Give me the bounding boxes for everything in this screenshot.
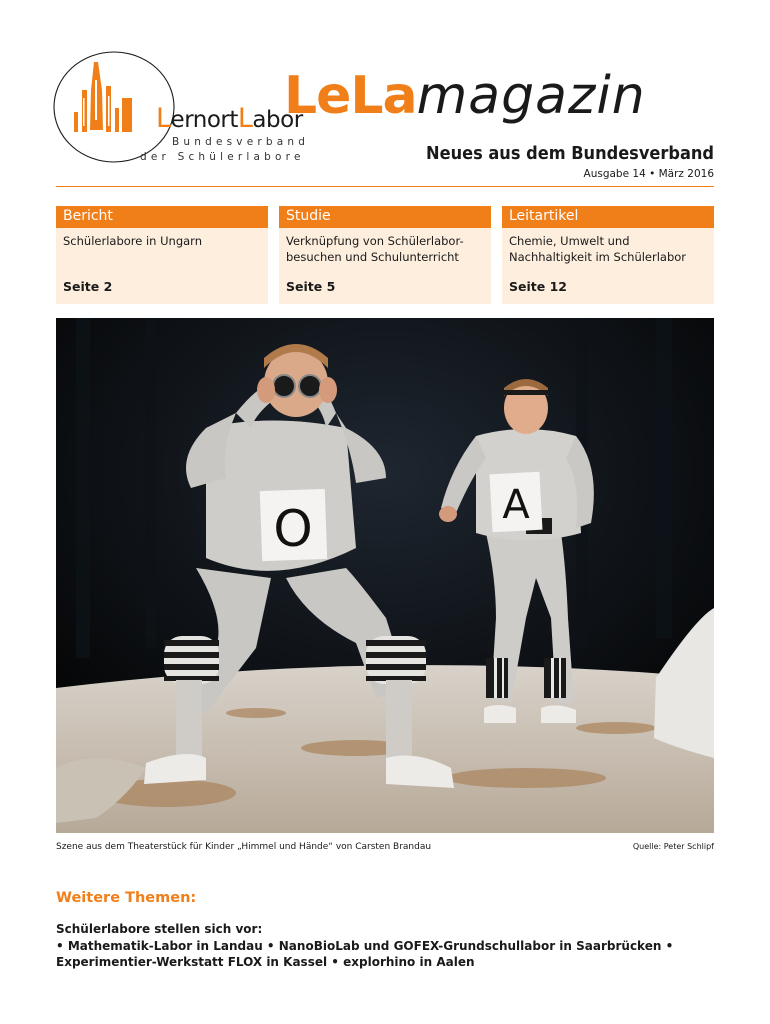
issue-info: Ausgabe 14 • März 2016 xyxy=(583,168,714,180)
feature-page: Seite 5 xyxy=(286,279,336,294)
title-magazin: magazin xyxy=(416,66,646,126)
magazine-subtitle: Neues aus dem Bundesverband xyxy=(426,143,714,164)
feature-description: Chemie, Umwelt und Nachhaltigkeit im Schülerlabor xyxy=(509,234,687,264)
sign-letter-o: O xyxy=(273,500,313,558)
lernortlabor-logo xyxy=(52,50,310,165)
feature-description: Schülerlabore in Ungarn xyxy=(63,234,202,248)
feature-page: Seite 12 xyxy=(509,279,567,294)
magazine-title xyxy=(284,66,646,136)
feature-box-study[interactable] xyxy=(279,206,491,304)
further-topics-heading: Weitere Themen: xyxy=(56,890,197,906)
feature-category: Studie xyxy=(279,206,491,228)
header-divider xyxy=(56,186,714,187)
photo-credit: Quelle: Peter Schlipf xyxy=(632,842,714,851)
title-lela: LeLa xyxy=(284,66,417,126)
sign-letter-a: A xyxy=(502,482,530,528)
feature-category: Leitartikel xyxy=(502,206,714,228)
feature-description: Verknüpfung von Schülerlabor-besuchen und Schulunterricht xyxy=(286,234,464,264)
further-topics-list: • Mathematik-Labor in Landau • NanoBioLab und GOFEX-Grundschullabor in Saarbrücken • Experimentier-Werkstatt FLOX in Kassel • explorhino in Aalen xyxy=(56,939,674,969)
feature-box-report[interactable] xyxy=(56,206,268,304)
cover-photo xyxy=(56,318,714,833)
further-topics-lead: Schülerlabore stellen sich vor: xyxy=(56,922,263,936)
logo-subline-1: Bundesverband xyxy=(172,136,310,148)
feature-category: Bericht xyxy=(56,206,268,228)
photo-caption: Szene aus dem Theaterstück für Kinder „Himmel und Hände“ von Carsten Brandau xyxy=(56,842,432,852)
feature-box-editorial[interactable] xyxy=(502,206,714,304)
theater-scene-illustration xyxy=(56,318,714,833)
logo-wordmark: LernortLabor xyxy=(156,103,303,134)
feature-page: Seite 2 xyxy=(63,279,113,294)
logo-subline-2: der Schülerlabore xyxy=(140,151,305,163)
